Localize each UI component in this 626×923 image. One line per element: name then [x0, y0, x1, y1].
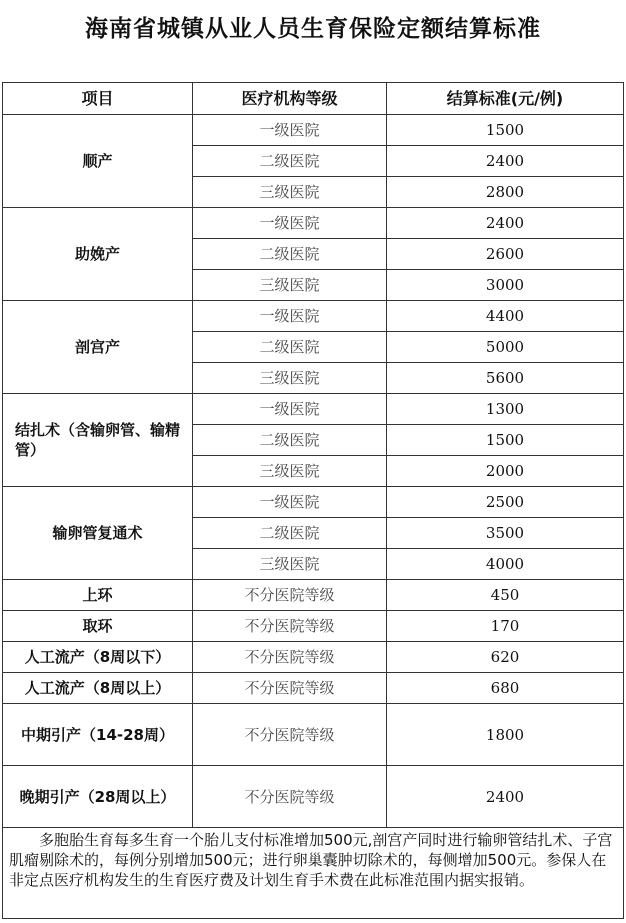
value-cell: 2600: [387, 239, 624, 270]
item-cell: 晚期引产（28周以上）: [3, 766, 193, 828]
item-cell: 中期引产（14-28周）: [3, 704, 193, 766]
value-cell: 2000: [387, 456, 624, 487]
header-standard: 结算标准(元/例): [387, 83, 624, 115]
grade-cell: 二级医院: [193, 332, 387, 363]
value-cell: 2400: [387, 208, 624, 239]
grade-cell: 一级医院: [193, 487, 387, 518]
item-cell: 输卵管复通术: [3, 487, 193, 580]
item-cell: 人工流产（8周以上）: [3, 673, 193, 704]
grade-cell: 三级医院: [193, 549, 387, 580]
item-cell: 顺产: [3, 115, 193, 208]
grade-cell: 二级医院: [193, 146, 387, 177]
item-cell: 人工流产（8周以下）: [3, 642, 193, 673]
grade-cell: 一级医院: [193, 301, 387, 332]
footnote: 多胞胎生育每多生育一个胎儿支付标准增加500元,剖宫产同时进行输卵管结扎术、子宫肌瘤剔除术的，每例分别增加500元；进行卵巢囊肿切除术的，每侧增加500元。参保人在非定点医疗机构发生的生育医疗费及计划生育手术费在此标准范围内据实报销。: [3, 828, 624, 919]
settlement-table: [2, 82, 624, 919]
item-cell: 取环: [3, 611, 193, 642]
grade-cell: 二级医院: [193, 239, 387, 270]
item-cell: 上环: [3, 580, 193, 611]
grade-cell: 三级医院: [193, 270, 387, 301]
value-cell: 2400: [387, 766, 624, 828]
value-cell: 620: [387, 642, 624, 673]
value-cell: 3500: [387, 518, 624, 549]
header-item: 项目: [3, 83, 193, 115]
item-cell: 结扎术（含输卵管、输精管）: [3, 394, 193, 487]
value-cell: 1500: [387, 425, 624, 456]
item-cell: 助娩产: [3, 208, 193, 301]
value-cell: 4000: [387, 549, 624, 580]
item-cell: 剖宫产: [3, 301, 193, 394]
grade-cell: 不分医院等级: [193, 611, 387, 642]
value-cell: 5600: [387, 363, 624, 394]
grade-cell: 不分医院等级: [193, 704, 387, 766]
grade-cell: 三级医院: [193, 177, 387, 208]
value-cell: 2400: [387, 146, 624, 177]
grade-cell: 三级医院: [193, 363, 387, 394]
grade-cell: 二级医院: [193, 518, 387, 549]
grade-cell: 一级医院: [193, 208, 387, 239]
value-cell: 2500: [387, 487, 624, 518]
value-cell: 680: [387, 673, 624, 704]
value-cell: 1300: [387, 394, 624, 425]
grade-cell: 不分医院等级: [193, 580, 387, 611]
header-grade: 医疗机构等级: [193, 83, 387, 115]
value-cell: 5000: [387, 332, 624, 363]
page-title: 海南省城镇从业人员生育保险定额结算标准: [85, 16, 541, 42]
value-cell: 450: [387, 580, 624, 611]
value-cell: 2800: [387, 177, 624, 208]
grade-cell: 不分医院等级: [193, 642, 387, 673]
value-cell: 4400: [387, 301, 624, 332]
grade-cell: 二级医院: [193, 425, 387, 456]
grade-cell: 一级医院: [193, 394, 387, 425]
value-cell: 1800: [387, 704, 624, 766]
grade-cell: 不分医院等级: [193, 673, 387, 704]
grade-cell: 三级医院: [193, 456, 387, 487]
value-cell: 170: [387, 611, 624, 642]
grade-cell: 不分医院等级: [193, 766, 387, 828]
value-cell: 3000: [387, 270, 624, 301]
grade-cell: 一级医院: [193, 115, 387, 146]
value-cell: 1500: [387, 115, 624, 146]
